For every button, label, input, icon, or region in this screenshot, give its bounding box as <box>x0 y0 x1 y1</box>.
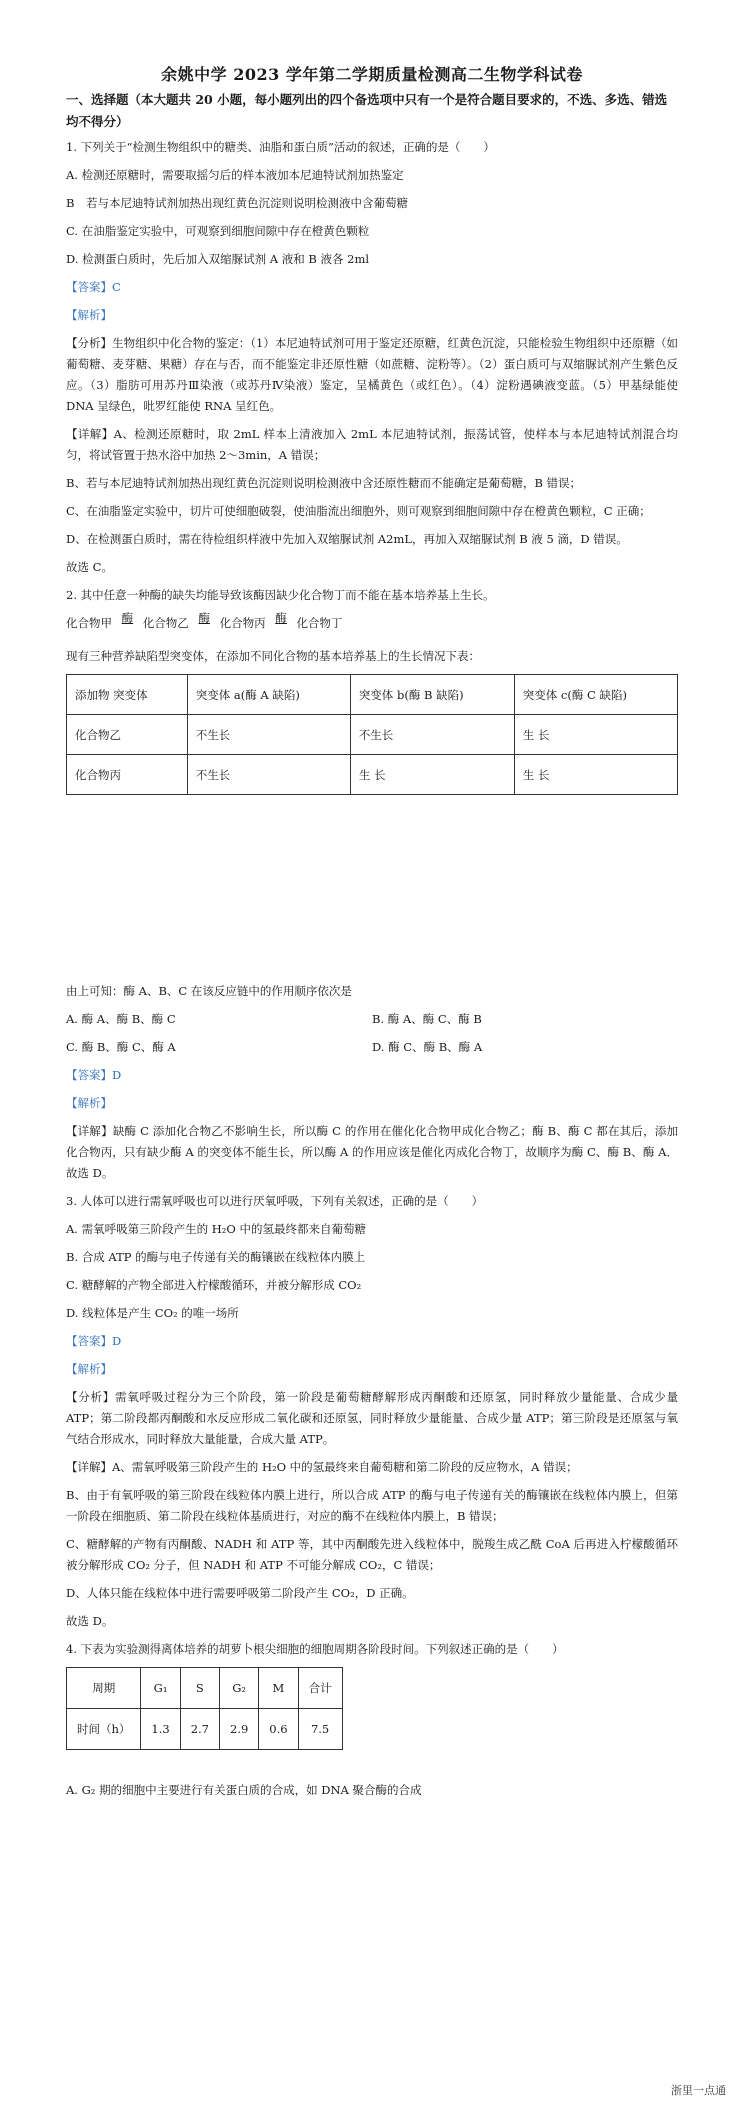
q2-option-b: B. 酶 A、酶 C、酶 B <box>372 1012 482 1026</box>
table-cell: 化合物乙 <box>67 715 188 755</box>
q1-detail-a: 【详解】A、检测还原糖时，取 2mL 样本上清液加入 2mL 本尼迪特试剂，振荡试管，使样本与本尼迪特试剂混合均匀，将试管置于热水浴中加热 2～3min，A 错误； <box>66 427 678 462</box>
q2-detail: 【详解】缺酶 C 添加化合物乙不影响生长，所以酶 C 的作用在催化化合物甲成化合物乙；酶 B、酶 C 都在其后，添加化合物丙，只有缺少酶 A 的突变体不能生长，所以酶 A 的作用应该是催化丙成化合物丁，故顺序为酶 C、酶 B、酶 A．故选 D。 <box>66 1124 678 1180</box>
table-cell: G₁ <box>141 1668 180 1709</box>
table-cell: 合计 <box>298 1668 342 1709</box>
q3-conclusion: 故选 D。 <box>66 1614 114 1628</box>
table-cell: 1.3 <box>141 1709 180 1750</box>
compound-b: 化合物乙 <box>142 616 189 630</box>
q3-option-a: A. 需氧呼吸第三阶段产生的 H₂O 中的氢最终都来自葡萄糖 <box>66 1222 366 1236</box>
q1-analysis: 【分析】生物组织中化合物的鉴定：（1）本尼迪特试剂可用于鉴定还原糖，红黄色沉淀，只能检验生物组织中还原糖（如葡萄糖、麦芽糖、果糖）存在与否，而不能鉴定非还原性糖（如蔗糖、淀粉等）。（2）蛋白质可与双缩脲试剂产生紫色反应。（3）脂肪可用苏丹Ⅲ染液（或苏丹Ⅳ染液）鉴定，呈橘黄色（或红色）。（4）淀粉遇碘液变蓝。（5）甲基绿能使 DNA 呈绿色，吡罗红能使 RNA 呈红色。 <box>66 336 678 413</box>
q1-detail-d: D、在检测蛋白质时，需在待检组织样液中先加入双缩脲试剂 A2mL，再加入双缩脲试剂 B 液 5 滴，D 错误。 <box>66 532 628 546</box>
q1-option-a: A. 检测还原糖时，需要取摇匀后的样本液加本尼迪特试剂加热鉴定 <box>66 168 404 182</box>
q2-stem: 2. 其中任意一种酶的缺失均能导致该酶因缺少化合物丁而不能在基本培养基上生长。 <box>66 588 495 602</box>
q3-detail-a: 【详解】A、需氧呼吸第三阶段产生的 H₂O 中的氢最终来自葡萄糖和第二阶段的反应物水，A 错误； <box>66 1460 578 1474</box>
q3-answer: 【答案】D <box>66 1334 122 1348</box>
q2-option-a: A. 酶 A、酶 B、酶 C <box>66 1012 176 1026</box>
table-cell: 突变体 c(酶 C 缺陷) <box>514 675 677 715</box>
table-cell: 不生长 <box>350 715 514 755</box>
compound-c: 化合物丙 <box>219 616 266 630</box>
table-cell: 0.6 <box>259 1709 298 1750</box>
table-cell: 突变体 b(酶 B 缺陷) <box>350 675 514 715</box>
table-cell: G₂ <box>220 1668 259 1709</box>
q3-detail-d: D、人体只能在线粒体中进行需要呼吸第二阶段产生 CO₂，D 正确。 <box>66 1586 414 1600</box>
q2-jiexi-label: 【解析】 <box>66 1096 112 1110</box>
compound-a: 化合物甲 <box>66 616 112 630</box>
q1-option-b: B 若与本尼迪特试剂加热出现红黄色沉淀则说明检测液中含葡萄糖 <box>66 196 408 210</box>
q1-detail-b: B、若与本尼迪特试剂加热出现红黄色沉淀则说明检测液中含还原性糖而不能确定是葡萄糖，B 错误； <box>66 476 582 490</box>
blank-space <box>66 795 678 981</box>
q3-stem: 3. 人体可以进行需氧呼吸也可以进行厌氧呼吸，下列有关叙述，正确的是（ ） <box>66 1194 484 1208</box>
q2-options-row-1 <box>66 1009 678 1030</box>
table-cell: 不生长 <box>187 715 350 755</box>
q1-option-d: D. 检测蛋白质时，先后加入双缩脲试剂 A 液和 B 液各 2ml <box>66 252 370 266</box>
footer-watermark: 浙里一点通 <box>671 2084 726 2097</box>
table-header-row <box>67 1668 343 1709</box>
table-cell: 7.5 <box>298 1709 342 1750</box>
section-heading: 一、选择题（本大题共 20 小题，每小题列出的四个备选项中只有一个是符合题目要求的，不选、多选、错选均不得分） <box>66 92 668 129</box>
q3-detail-b: B、由于有氧呼吸的第三阶段在线粒体内膜上进行，所以合成 ATP 的酶与电子传递有关的酶镶嵌在线粒体内膜上，但第一阶段在细胞质、第二阶段在线粒体基质进行，对应的酶不在线粒体内膜上，B 错误； <box>66 1488 678 1523</box>
table-row <box>67 715 678 755</box>
table-cell: 不生长 <box>187 755 350 795</box>
q1-jiexi-label: 【解析】 <box>66 308 112 322</box>
q2-option-d: D. 酶 C、酶 B、酶 A <box>372 1040 483 1054</box>
table-cell: 时间（h） <box>67 1709 141 1750</box>
table-cell: 添加物 突变体 <box>67 675 188 715</box>
q3-analysis: 【分析】需氧呼吸过程分为三个阶段，第一阶段是葡萄糖酵解形成丙酮酸和还原氢，同时释放少量能量、合成少量 ATP；第二阶段都丙酮酸和水反应形成二氧化碳和还原氢，同时释放少量能量、合成少量 ATP；第三阶段是还原氢与氧气结合形成水，同时释放大量能量，合成大量 ATP。 <box>66 1390 678 1446</box>
q2-question: 由上可知：酶 A、B、C 在该反应链中的作用顺序依次是 <box>66 984 352 998</box>
q1-conclusion: 故选 C。 <box>66 560 113 574</box>
table-cell: 生 长 <box>514 755 677 795</box>
table-cell: 突变体 a(酶 A 缺陷) <box>187 675 350 715</box>
spacer <box>66 1750 678 1780</box>
table-header-row <box>67 675 678 715</box>
table-cell: 生 长 <box>514 715 677 755</box>
q4-cycle-table <box>66 1667 343 1750</box>
table-cell: 2.9 <box>220 1709 259 1750</box>
table-cell: 化合物丙 <box>67 755 188 795</box>
q1-answer: 【答案】C <box>66 280 121 294</box>
table-row <box>67 755 678 795</box>
table-cell: M <box>259 1668 298 1709</box>
q3-jiexi-label: 【解析】 <box>66 1362 112 1376</box>
q1-stem: 1. 下列关于“检测生物组织中的糖类、油脂和蛋白质”活动的叙述，正确的是（ ） <box>66 140 495 154</box>
q2-options-row-2 <box>66 1037 678 1058</box>
q4-option-a: A. G₂ 期的细胞中主要进行有关蛋白质的合成，如 DNA 聚合酶的合成 <box>66 1783 422 1797</box>
table-cell: S <box>180 1668 219 1709</box>
q4-stem: 4. 下表为实验测得离体培养的胡萝卜根尖细胞的细胞周期各阶段时间。下列叙述正确的是（ ） <box>66 1642 564 1656</box>
enzyme-arrow-3: 酶 <box>275 611 287 625</box>
compound-d: 化合物丁 <box>296 616 343 630</box>
table-cell: 周期 <box>67 1668 141 1709</box>
q3-option-c: C. 糖酵解的产物全部进入柠檬酸循环，并被分解形成 CO₂ <box>66 1278 362 1292</box>
table-row <box>67 1709 343 1750</box>
q3-option-b: B. 合成 ATP 的酶与电子传递有关的酶镶嵌在线粒体内膜上 <box>66 1250 366 1264</box>
q2-intro: 现有三种营养缺陷型突变体，在添加不同化合物的基本培养基上的生长情况下表： <box>66 649 480 663</box>
table-cell: 生 长 <box>350 755 514 795</box>
document-page <box>66 62 678 1808</box>
q1-option-c: C. 在油脂鉴定实验中，可观察到细胞间隙中存在橙黄色颗粒 <box>66 224 370 238</box>
table-cell: 2.7 <box>180 1709 219 1750</box>
q2-option-c: C. 酶 B、酶 C、酶 A <box>66 1040 176 1054</box>
q2-reaction-chain <box>66 613 678 634</box>
q1-detail-c: C、在油脂鉴定实验中，切片可使细胞破裂，使油脂流出细胞外，则可观察到细胞间隙中存在橙黄色颗粒，C 正确； <box>66 504 651 518</box>
enzyme-arrow-2: 酶 <box>198 611 210 625</box>
q3-detail-c: C、糖酵解的产物有丙酮酸、NADH 和 ATP 等，其中丙酮酸先进入线粒体中，脱羧生成乙酰 CoA 后再进入柠檬酸循环被分解形成 CO₂ 分子，但 NADH 和 ATP 不可能分解成 CO₂，C 错误； <box>66 1537 678 1572</box>
q2-growth-table <box>66 674 678 795</box>
page-title: 余姚中学 2023 学年第二学期质量检测高二生物学科试卷 <box>161 65 583 84</box>
q2-answer: 【答案】D <box>66 1068 122 1082</box>
q3-option-d: D. 线粒体是产生 CO₂ 的唯一场所 <box>66 1306 239 1320</box>
enzyme-arrow-1: 酶 <box>121 611 134 625</box>
